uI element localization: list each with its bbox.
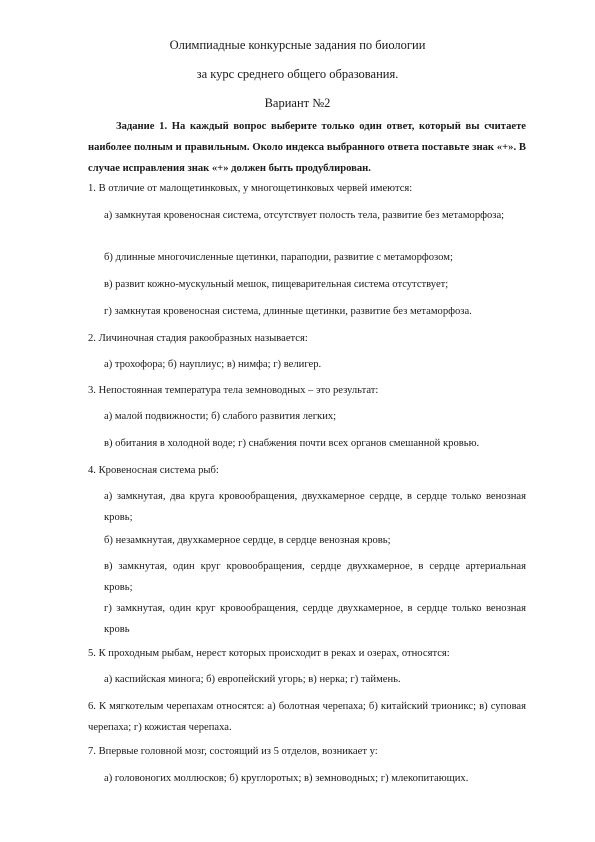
answer-2: а) трохофора; б) науплиус; в) нимфа; г) велигер. xyxy=(104,359,322,370)
answer-1a: а) замкнутая кровеносная система, отсутствует полость тела, развитие без метаморфоза; xyxy=(104,210,505,221)
answer-4c: в) замкнутая, один круг кровообращения, сердце двухкамерное, в сердце артериальная кровь; xyxy=(104,561,526,593)
task-instruction: Задание 1. На каждый вопрос выберите только один ответ, который вы считаете наиболее полным и правильным. Около индекса выбранного ответа поставьте знак «+». В случае исправления знак «+» должен быть продублирован. xyxy=(88,121,526,174)
answer-1c: в) развит кожно-мускульный мешок, пищеварительная система отсутствует; xyxy=(104,279,449,290)
question-3: 3. Непостоянная температура тела земноводных – это результат: xyxy=(88,385,379,396)
answer-5: а) каспийская минога; б) европейский угорь; в) нерка; г) таймень. xyxy=(104,674,401,685)
answer-3a: а) малой подвижности; б) слабого развития легких; xyxy=(104,411,337,422)
question-6: 6. К мягкотелым черепахам относятся: а) болотная черепаха; б) китайский трионикс; в) суповая черепаха; г) кожистая черепаха. xyxy=(88,701,526,733)
document-subtitle: за курс среднего общего образования. xyxy=(196,67,399,81)
variant-label: Вариант №2 xyxy=(264,96,331,110)
answer-4a: а) замкнутая, два круга кровообращения, двухкамерное сердце, в сердце только венозная кровь; xyxy=(104,491,526,523)
answer-1d: г) замкнутая кровеносная система, длинные щетинки, развитие без метаморфоза. xyxy=(104,306,472,317)
document-title: Олимпиадные конкурсные задания по биологии xyxy=(169,38,426,52)
question-5: 5. К проходным рыбам, нерест которых происходит в реках и озерах, относятся: xyxy=(88,648,450,659)
question-4: 4. Кровеносная система рыб: xyxy=(88,465,219,476)
question-7: 7. Впервые головной мозг, состоящий из 5 отделов, возникает у: xyxy=(88,746,378,757)
answer-4d: г) замкнутая, один круг кровообращения, сердце двухкамерное, в сердце только венозная кровь xyxy=(104,603,526,635)
question-1: 1. В отличие от малощетинковых, у многощетинковых червей имеются: xyxy=(88,183,413,194)
answer-4b: б) незамкнутая, двухкамерное сердце, в сердце венозная кровь; xyxy=(104,535,391,546)
answer-3b: в) обитания в холодной воде; г) снабжения почти всех органов смешанной кровью. xyxy=(104,438,480,449)
question-2: 2. Личиночная стадия ракообразных называется: xyxy=(88,333,308,344)
answer-1b: б) длинные многочисленные щетинки, параподии, развитие с метаморфозом; xyxy=(104,252,453,263)
answer-7: а) головоногих моллюсков; б) круглоротых; в) земноводных; г) млекопитающих. xyxy=(104,773,469,784)
